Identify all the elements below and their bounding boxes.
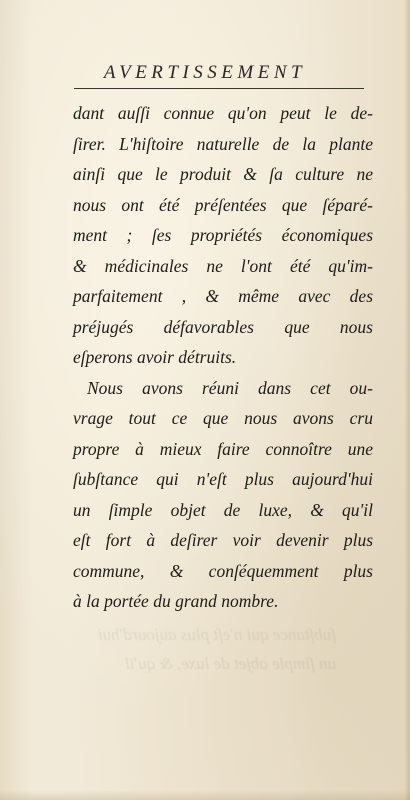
text-line: dant auſſi connue qu'on peut le de- <box>73 103 373 123</box>
text-line: commune, & conſéquemment plus <box>73 560 373 581</box>
page-edge-shadow <box>404 0 410 800</box>
running-head: AVERTISSEMENT <box>103 62 307 83</box>
paragraph-first-line: Nous avons réuni dans cet ou- <box>87 377 373 398</box>
body-text <box>73 98 373 617</box>
text-line: nous ont été préſentées que ſéparé- <box>73 194 373 215</box>
text-line: propre à mieux faire connoître une <box>73 438 373 459</box>
text-line: eſt fort à deſirer voir devenir plus <box>73 530 373 550</box>
text-line: eſperons avoir détruits. <box>73 347 237 367</box>
text-line: un ſimple objet de luxe, & qu'il <box>73 499 373 520</box>
text-line: ainſi que le produit & ſa culture ne <box>73 164 373 184</box>
text-line: & médicinales ne l'ont été qu'im- <box>73 255 373 276</box>
text-line: parfaitement , & même avec des <box>73 286 373 306</box>
show-through-text: ſubſtance qui n'eſt plus aujourd'hui un ſimple objet de luxe, & qu'il <box>97 625 336 673</box>
text-line: vrage tout ce que nous avons cru <box>73 408 373 428</box>
text-line: ment ; ſes propriétés économiques <box>73 225 373 245</box>
text-line: préjugés défavorables que nous <box>73 316 373 337</box>
header-rule <box>74 88 364 89</box>
text-line: ſubſtance qui n'eſt plus aujourd'hui <box>73 469 373 489</box>
text-line: ſirer. L'hiſtoire naturelle de la plante <box>73 133 373 154</box>
text-line: à la portée du grand nombre. <box>73 591 279 611</box>
page-bottom-shadow <box>0 790 410 800</box>
